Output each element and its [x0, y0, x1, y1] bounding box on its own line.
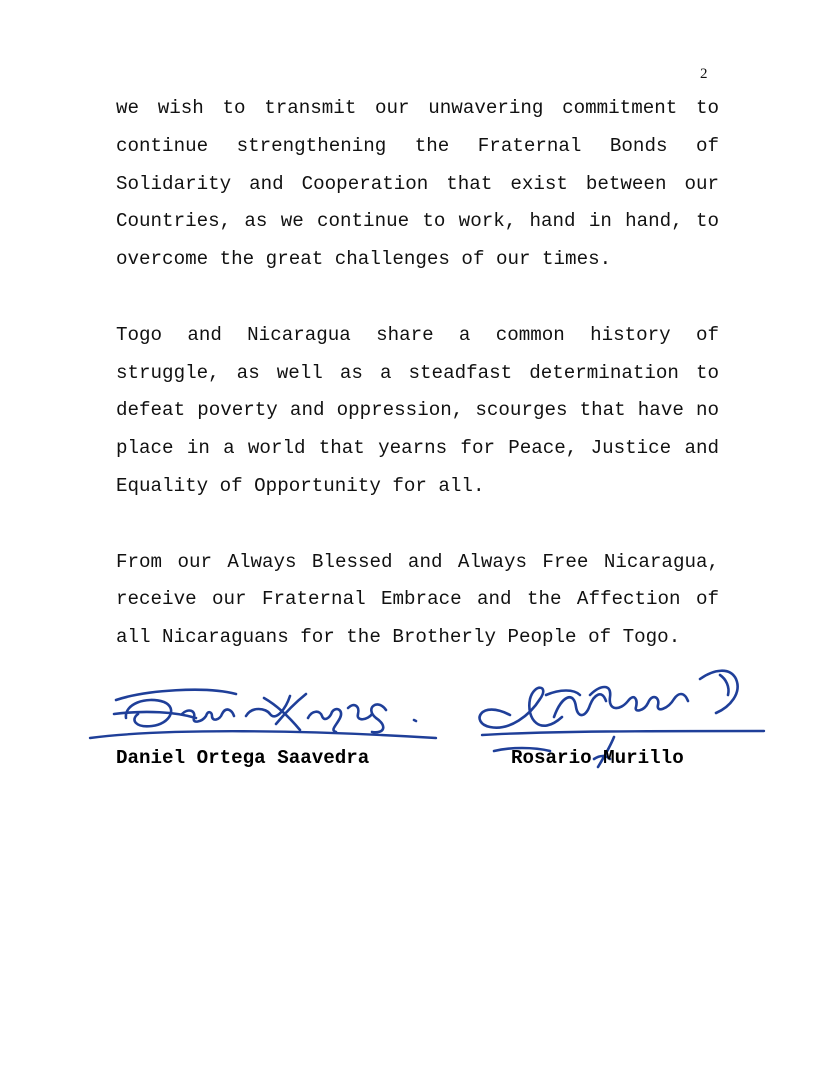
- signatory-name-rosario-murillo: Rosario Murillo: [511, 747, 684, 769]
- page-number: 2: [700, 66, 708, 82]
- letter-body: [116, 90, 719, 657]
- paragraph-commitment: we wish to transmit our unwavering commitment to continue strengthening the Fraternal Bonds of Solidarity and Cooperation that exist between our Countries, as we continue to work, hand in hand, to overcome the great challenges of our times.: [116, 97, 719, 271]
- paragraph-fraternal-embrace: From our Always Blessed and Always Free Nicaragua, receive our Fraternal Embrace and the Affection of all Nicaraguans for the Brotherly People of Togo.: [116, 550, 719, 649]
- signature-daniel-ortega: [86, 668, 446, 748]
- paragraph-shared-history: Togo and Nicaragua share a common history of struggle, as well as a steadfast determination to defeat poverty and oppression, scourges that have no place in a world that yearns for Peace, Justice and Equality of Opportunity for all.: [116, 323, 719, 497]
- signatory-name-daniel-ortega: Daniel Ortega Saavedra: [116, 747, 370, 769]
